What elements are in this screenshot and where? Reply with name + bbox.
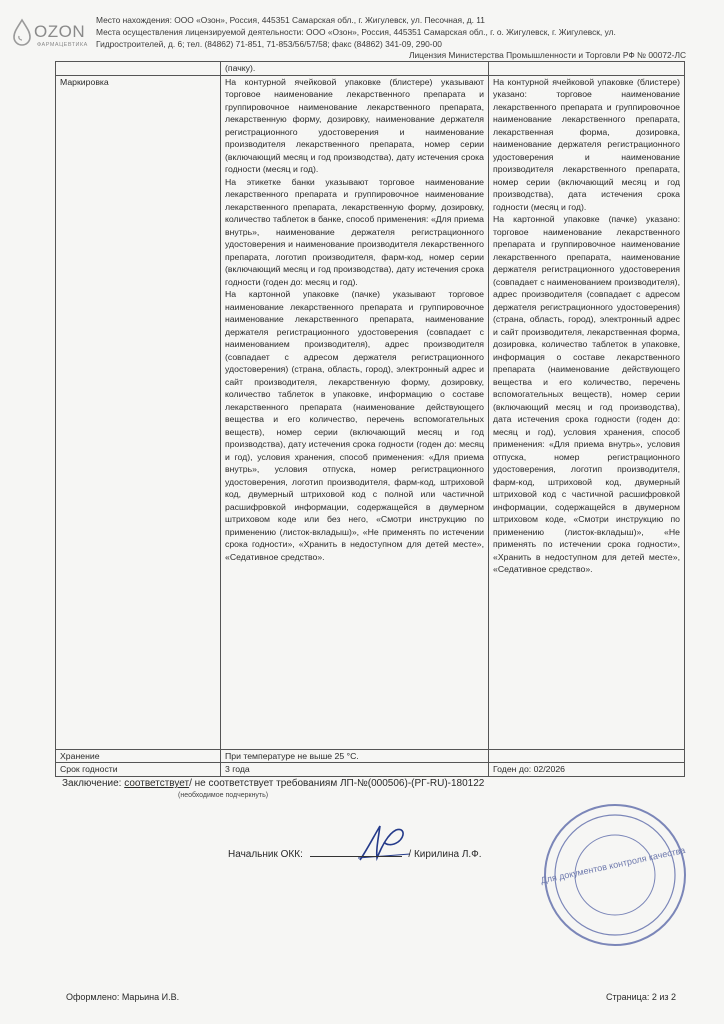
signer-role: Начальник ОКК: [228,849,303,860]
page-number: Страница: 2 из 2 [606,992,676,1002]
shelf-life-spec: 3 года [221,763,489,777]
drop-icon [10,18,34,48]
conclusion-label: Заключение: [62,778,122,789]
document-header [0,0,724,60]
company-address [96,14,616,50]
specification-table [55,61,685,777]
storage-spec: При температуре не выше 25 °С. [221,749,489,763]
address-line-3: Гидростроителей, д. 6; тел. (84862) 71-851, 71-853/56/57/58; факс (84862) 341-09, 290-00 [96,39,442,49]
marking-row [56,75,685,749]
continuation-text: (пачку). [225,63,256,73]
table-cell [56,62,221,76]
prepared-by: Оформлено: Марьина И.В. [66,992,180,1002]
marking-spec [221,75,489,749]
signature-blank [310,856,402,857]
signer-name: / Кирилина Л.Ф. [408,849,482,860]
license-line: Лицензия Министерства Промышленности и Торговли РФ № 00072-ЛС [409,50,686,60]
shelf-life-result: Годен до: 02/2026 [489,763,685,777]
conclusion-requirements: не соответствует требованиям ЛП-№(000506)-(РГ-RU)-180122 [194,778,485,789]
storage-label: Хранение [56,749,221,763]
conclusion-line [62,778,484,789]
shelf-life-row [56,763,685,777]
conclusion-complies: соответствует [124,778,190,789]
storage-result [489,749,685,763]
company-logo [10,18,94,58]
address-line-1: Место нахождения: ООО «Озон», Россия, 445351 Самарская обл., г. Жигулевск, ул. Песочная, д. 11 [96,15,485,25]
conclusion-slash: / [189,778,192,789]
conclusion-note: (необходимое подчеркнуть) [178,792,269,799]
address-line-2: Места осуществления лицензируемой деятельности: ООО «Озон», Россия, 445351 Самарская обл., г. о. Жигулевск, г. Жигулевск, ул. [96,27,616,37]
marking-label: Маркировка [56,75,221,749]
table-cell [489,62,685,76]
shelf-life-label: Срок годности [56,763,221,777]
storage-row [56,749,685,763]
table-row [56,62,685,76]
marking-result [489,75,685,749]
logo-subtitle: ФАРМАЦЕВТИКА [37,42,88,48]
signature-mark [350,818,420,868]
result-paragraph: На контурной ячейковой упаковке (блистере) указано: торговое наименование лекарственного препарата и группировочное наименование лекарственного препарата, лекарственная форма, дозировка, наименование держателя регистрационного удостоверения и наименование производителя лекарственного препарата, номер серии (включающий месяц и год производства), дата истечения срока годности (месяц и год). [493,76,680,212]
quality-control-stamp [540,800,690,950]
spec-paragraph: На картонной упаковке (пачке) указывают торговое наименование лекарственного препарата и группировочное наименование лекарственного препарата, наименование держателя регистрационного удостоверения (совпадает с наименованием производителя), адрес производителя (совпадает с адресом держателя регистрационного удостоверения) (страна, область, город), электронный адрес и сайт производителя, лекарственную форму, дозировку, количество таблеток в упаковке, информацию о составе лекарственного препарата (наименование действующего вещества и его количество, перечень вспомогательных веществ), номер серии (включающий месяц и год производства), дату истечения срока годности (годен до: месяц и год), условия хранения, способ применения: «Для приема внутрь», условия отпуска, номер регистрационного удостоверения, логотип производителя, фарм-код, штриховой код, двумерный штриховой код с полной или частичной расшифровкой информации, содержащейся в двумерном штриховом коде или без него, «Смотри инструкцию по применению (листок-вкладыш)», «Не применять по истечении срока годности», «Хранить в недоступном для детей месте», «Седативное средство». [225,289,484,562]
stamp-text: Для документов контроля качества [540,845,687,886]
table-cell [221,62,489,76]
logo-text: OZON [34,22,86,41]
spec-paragraph: На контурной ячейковой упаковке (блистере) указывают торговое наименование лекарственного препарата и группировочное наименование лекарственного препарата, лекарственную форму, дозировку, наименование держателя регистрационного удостоверения и наименование производителя лекарственного препарата, номер серии (включающий месяц и год производства), дату истечения срока годности (месяц и год). [225,76,484,174]
signature-line [228,849,482,860]
spec-paragraph: На этикетке банки указывают торговое наименование лекарственного препарата и группировочное наименование лекарственного препарата, лекарственную форму, дозировку, количество таблеток в банке, способ применения: «Для приема внутрь», наименование держателя регистрационного удостоверения и наименование производителя лекарственного препарата, логотип производителя, фарм-код, номер серии (включающий месяц и год производства), дату истечения срока годности (годен до: месяц и год). [225,176,484,287]
result-paragraph: На картонной упаковке (пачке) указано: торговое наименование лекарственного препарата и группировочное наименование лекарственного препарата, наименование держателя регистрационного удостоверения (совпадает с наименованием производителя), адрес производителя (совпадает с адресом держателя регистрационного удостоверения) (страна, область, город), электронный адрес и сайт производителя, лекарственная форма, дозировка, количество таблеток в упаковке, информация о составе лекарственного препарата (наименование действующего вещества и его количество, перечень вспомогательных веществ), номер серии (включающий месяц и год производства), дата истечения срока годности (годен до: месяц и год), условия хранения, способ применения: «Для приема внутрь», условия отпуска, номер регистрационного удостоверения, логотип производителя, фарм-код, штриховой код, двумерный штриховой код с частичной расшифровкой информации, содержащейся в двумерном штриховом коде, «Смотри инструкцию по применению (листок-вкладыш)», «Не применять по истечении срока годности», «Хранить в недоступном для детей месте», «Седативное средство». [493,214,680,574]
